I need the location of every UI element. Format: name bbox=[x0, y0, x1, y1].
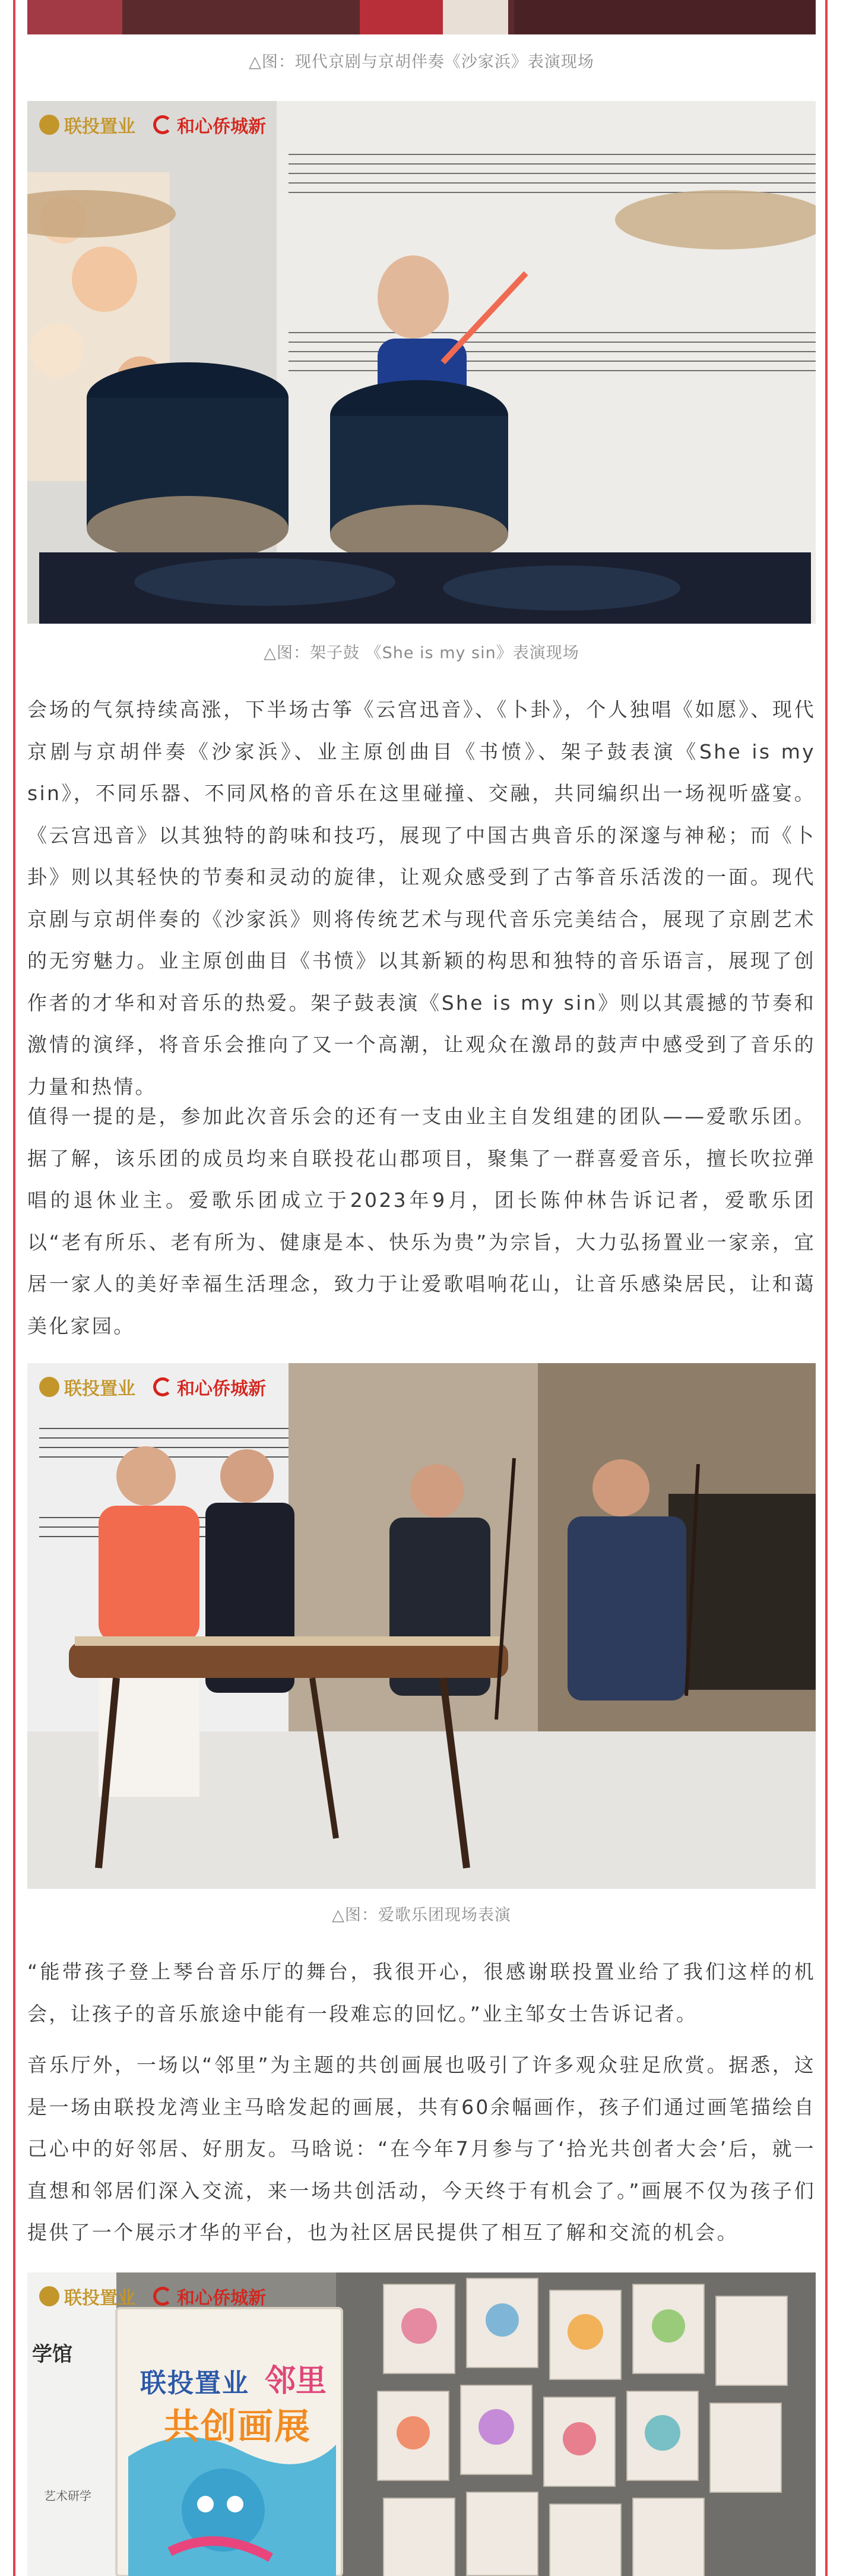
exhibition-photo bbox=[27, 2272, 816, 2576]
photo3-logos bbox=[39, 2283, 266, 2309]
paragraph-aige-band: 值得一提的是，参加此次音乐会的还有一支由业主自发组建的团队——爱歌乐团。据了解，该乐团的成员均来自联投花山郡项目，聚集了一群喜爱音乐，擅长吹拉弹唱的退休业主。爱歌乐团成立于2023年9月，团长陈仲林告诉记者，爱歌乐团以“老有所乐、老有所为、健康是本、快乐为贵”为宗旨，大力弘扬置业一家亲，宜居一家人的美好幸福生活理念，致力于让爱歌唱响花山，让音乐感染居民，让和蔼美化家园。 bbox=[27, 1105, 816, 1338]
photo2-logos bbox=[39, 1374, 266, 1400]
brand-name-2: 和心侨城新 bbox=[177, 2288, 266, 2309]
caption-drum: △图：架子鼓 《She is my sin》表演现场 bbox=[264, 644, 579, 662]
opera-photo-cropped bbox=[27, 0, 816, 34]
drum-photo bbox=[27, 101, 816, 624]
band-photo-art bbox=[27, 1363, 816, 1889]
caption-band: △图：爱歌乐团现场表演 bbox=[332, 1906, 511, 1924]
poster-title-1: 联投置业 bbox=[140, 2368, 249, 2398]
brand-logo-icon bbox=[39, 1377, 59, 1397]
brand-logo-icon bbox=[39, 2286, 59, 2306]
caption-opera: △图：现代京剧与京胡伴奏《沙家浜》表演现场 bbox=[249, 53, 594, 71]
brand-name-2: 和心侨城新 bbox=[177, 1379, 266, 1399]
poster-title-3: 共创画展 bbox=[164, 2406, 311, 2448]
exhibition-side-text-1: 学馆 bbox=[32, 2343, 72, 2366]
brand-name-1: 联投置业 bbox=[64, 2288, 135, 2309]
opera-photo-art bbox=[27, 0, 816, 34]
brand-name-1: 联投置业 bbox=[64, 1379, 135, 1399]
paragraph-exhibition: 音乐厅外，一场以“邻里”为主题的共创画展也吸引了许多观众驻足欣赏。据悉，这是一场由联投龙湾业主马晗发起的画展，共有60余幅画作，孩子们通过画笔描绘自己心中的好邻居、好朋友。马晗说：“在今年7月参与了‘拾光共创者大会’后，就一直想和邻居们深入交流，来一场共创活动，今天终于有机会了。”画展不仅为孩子们提供了一个展示才华的平台，也为社区居民提供了相互了解和交流的机会。 bbox=[27, 2053, 816, 2244]
exhibition-side-text-2: 艺术研学 bbox=[44, 2489, 91, 2503]
drum-photo-art bbox=[27, 101, 816, 624]
paragraph-concert: 会场的气氛持续高涨，下半场古筝《云宫迅音》、《卜卦》，个人独唱《如愿》、现代京剧与京胡伴奏《沙家浜》、业主原创曲目《书愤》、架子鼓表演《She is my sin》，不同乐器、不同风格的音乐在这里碰撞、交融，共同编织出一场视听盛宴。《云宫迅音》以其独特的韵味和技巧，展现了中国古典音乐的深邃与神秘；而《卜卦》则以其轻快的节奏和灵动的旋律，让观众感受到了古筝音乐活泼的一面。现代京剧与京胡伴奏的《沙家浜》则将传统艺术与现代音乐完美结合，展现了京剧艺术的无穷魅力。业主原创曲目《书愤》以其新颖的构思和独特的音乐语言，展现了创作者的才华和对音乐的热爱。架子鼓表演《She is my sin》则以其震撼的节奏和激情的演绎，将音乐会推向了又一个高潮，让观众在激昂的鼓声中感受到了音乐的力量和热情。 bbox=[27, 698, 816, 1098]
photo1-logos bbox=[39, 112, 266, 138]
brand-logo-icon bbox=[39, 115, 59, 135]
brand-name-1: 联投置业 bbox=[64, 116, 135, 137]
paragraph-parent-quote: “能带孩子登上琴台音乐厅的舞台，我很开心，很感谢联投置业给了我们这样的机会，让孩子的音乐旅途中能有一段难忘的回忆。”业主邹女士告诉记者。 bbox=[27, 1960, 816, 2025]
brand-swirl-icon bbox=[153, 1377, 172, 1396]
brand-swirl-icon bbox=[153, 2287, 172, 2306]
exhibition-photo-art bbox=[27, 2272, 816, 2576]
poster-title-2: 邻里 bbox=[265, 2363, 327, 2399]
brand-name-2: 和心侨城新 bbox=[177, 116, 266, 137]
brand-swirl-icon bbox=[153, 115, 172, 134]
band-photo bbox=[27, 1363, 816, 1889]
